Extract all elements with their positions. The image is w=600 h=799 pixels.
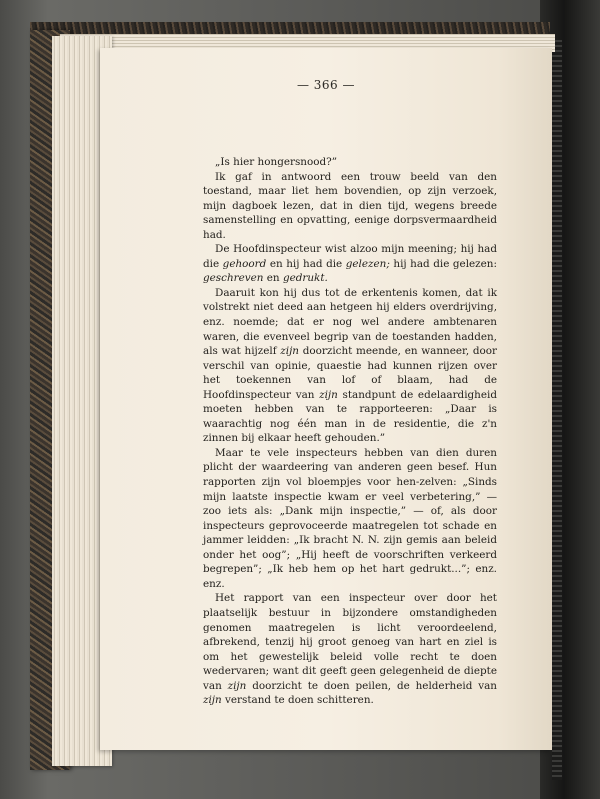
italic-text: gehoord (222, 257, 267, 270)
italic-text: zijn (319, 388, 338, 401)
paragraph (203, 155, 497, 170)
text-run: doorzicht te doen peilen, de helderheid van (246, 679, 497, 692)
italic-text: geschreven (203, 272, 264, 285)
paragraph (203, 286, 497, 446)
paragraph (203, 242, 497, 286)
text-run: De Hoofdinspecteur wist alzoo mijn meening; hij had die (203, 243, 497, 270)
text-run: Maar te vele inspecteurs hebben van dien duren plicht der waardeering van anderen geen besef. Hun rapporten zijn vol bloempjes voor hen-zelven: „Sinds mijn laatste inspectie kwam er veel verbetering,” — zoo iets als: „Dank mijn inspectie,” — of, als door inspecteurs geprovoceerde maatregelen tot schade en jammer leidden: „Ik bracht N. N. zijn gemis aan beleid onder het oog”; „Hij heeft de voorschriften verkeerd begrepen”; „Ik heb hem op het hart gedrukt...”; enz. enz. (203, 446, 497, 590)
text-run: Ik gaf in antwoord een trouw beeld van den toestand, maar liet hem bovendien, op zijn verzoek, mijn dagboek lezen, dat in dien tijd, wegens breede samenstelling en opvatting, eenige dorpsvermaardheid had. (203, 170, 497, 241)
text-run: en hij had die (266, 257, 346, 270)
paragraph (203, 170, 497, 243)
page-number: — 366 — (296, 78, 356, 92)
text-run: doorzicht meende, en wanneer, door verschil van opinie, quaestie had kunnen rijzen over het toekennen van lof of blaam, had de Hoofdinspecteur van (203, 345, 497, 401)
text-run: Het rapport van een inspecteur over door het plaatselijk bestuur in bijzondere omstandigheden genomen maatregelen is licht veroordeelend, afbrekend, tenzij hij groot genoeg van hart en ziel is om het gewestelijk beleid volle recht te doen wedervaren; want dit geeft geen gelegenheid de diepte van (203, 592, 497, 692)
italic-text: zijn (203, 694, 222, 707)
italic-text: gelezen; (345, 257, 390, 270)
body-text (203, 155, 497, 708)
italic-text: gedrukt. (282, 272, 328, 285)
text-run: Daaruit kon hij dus tot de erkentenis komen, dat ik volstrekt niet deed aan hetgeen hij elders overdrijving, enz. noemde; dat er nog wel andere ambtenaren waren, die evenveel begrip van de toestanden hadden, als wat hijzelf (203, 286, 497, 358)
paragraph (203, 446, 497, 591)
text-run: „Is hier hongersnood?” (215, 156, 338, 168)
paragraph (203, 591, 497, 707)
text-run: verstand te doen schitteren. (221, 694, 374, 707)
spine-hinge (552, 40, 562, 780)
italic-text: zijn (280, 345, 299, 358)
text-run: standpunt de edelaardigheid moeten hebben van te rapporteeren: „Daar is waarachtig nog één man in de residentie, die z'n zinnen bij elkaar heeft gehouden.” (203, 388, 497, 445)
text-run: en (263, 272, 283, 285)
text-run: hij had die gelezen: (389, 257, 497, 270)
italic-text: zijn (227, 679, 247, 692)
